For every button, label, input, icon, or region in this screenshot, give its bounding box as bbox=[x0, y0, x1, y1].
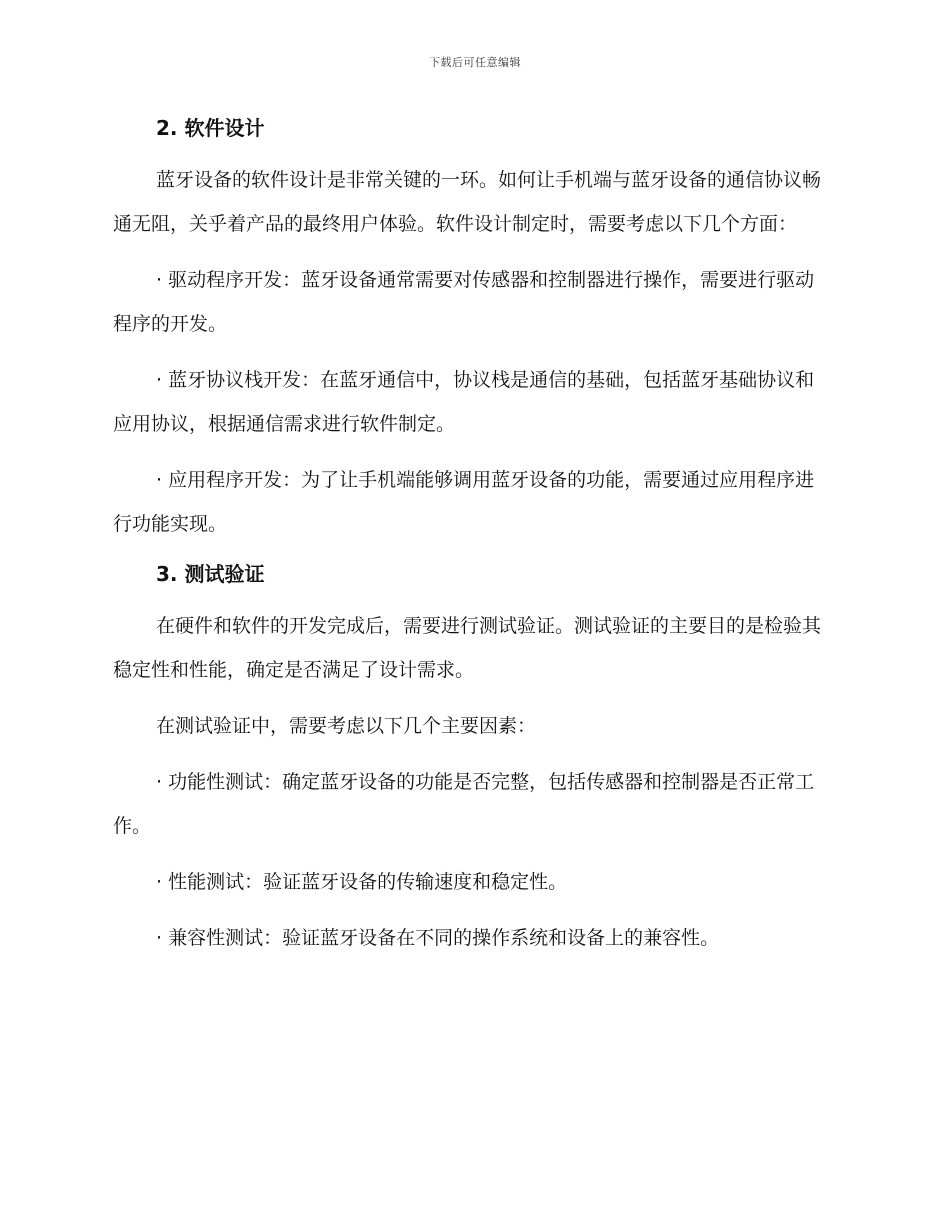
section-heading-software-design: 2. 软件设计 bbox=[156, 116, 265, 140]
paragraph-testing-intro: 在硬件和软件的开发完成后，需要进行测试验证。测试验证的主要目的是检验其稳定性和性能，确定是否满足了设计需求。 bbox=[113, 615, 822, 681]
section-heading-testing: 3. 测试验证 bbox=[156, 562, 265, 586]
bullet-driver-development: · 驱动程序开发：蓝牙设备通常需要对传感器和控制器进行操作，需要进行驱动程序的开发。 bbox=[113, 269, 815, 335]
page-header-note: 下载后可任意编辑 bbox=[429, 56, 521, 69]
bullet-app-development: · 应用程序开发：为了让手机端能够调用蓝牙设备的功能，需要通过应用程序进行功能实现。 bbox=[113, 469, 815, 535]
bullet-performance-test: · 性能测试：验证蓝牙设备的传输速度和稳定性。 bbox=[156, 871, 568, 893]
paragraph-testing-factors: 在测试验证中，需要考虑以下几个主要因素： bbox=[156, 715, 537, 737]
document-body bbox=[113, 112, 833, 960]
bullet-protocol-stack: · 蓝牙协议栈开发：在蓝牙通信中，协议栈是通信的基础，包括蓝牙基础协议和应用协议，根据通信需求进行软件制定。 bbox=[113, 369, 815, 435]
paragraph-software-intro: 蓝牙设备的软件设计是非常关键的一环。如何让手机端与蓝牙设备的通信协议畅通无阻，关乎着产品的最终用户体验。软件设计制定时，需要考虑以下几个方面： bbox=[113, 169, 822, 235]
bullet-functional-test: · 功能性测试：确定蓝牙设备的功能是否完整，包括传感器和控制器是否正常工作。 bbox=[113, 771, 815, 837]
bullet-compatibility-test: · 兼容性测试：验证蓝牙设备在不同的操作系统和设备上的兼容性。 bbox=[156, 927, 720, 949]
